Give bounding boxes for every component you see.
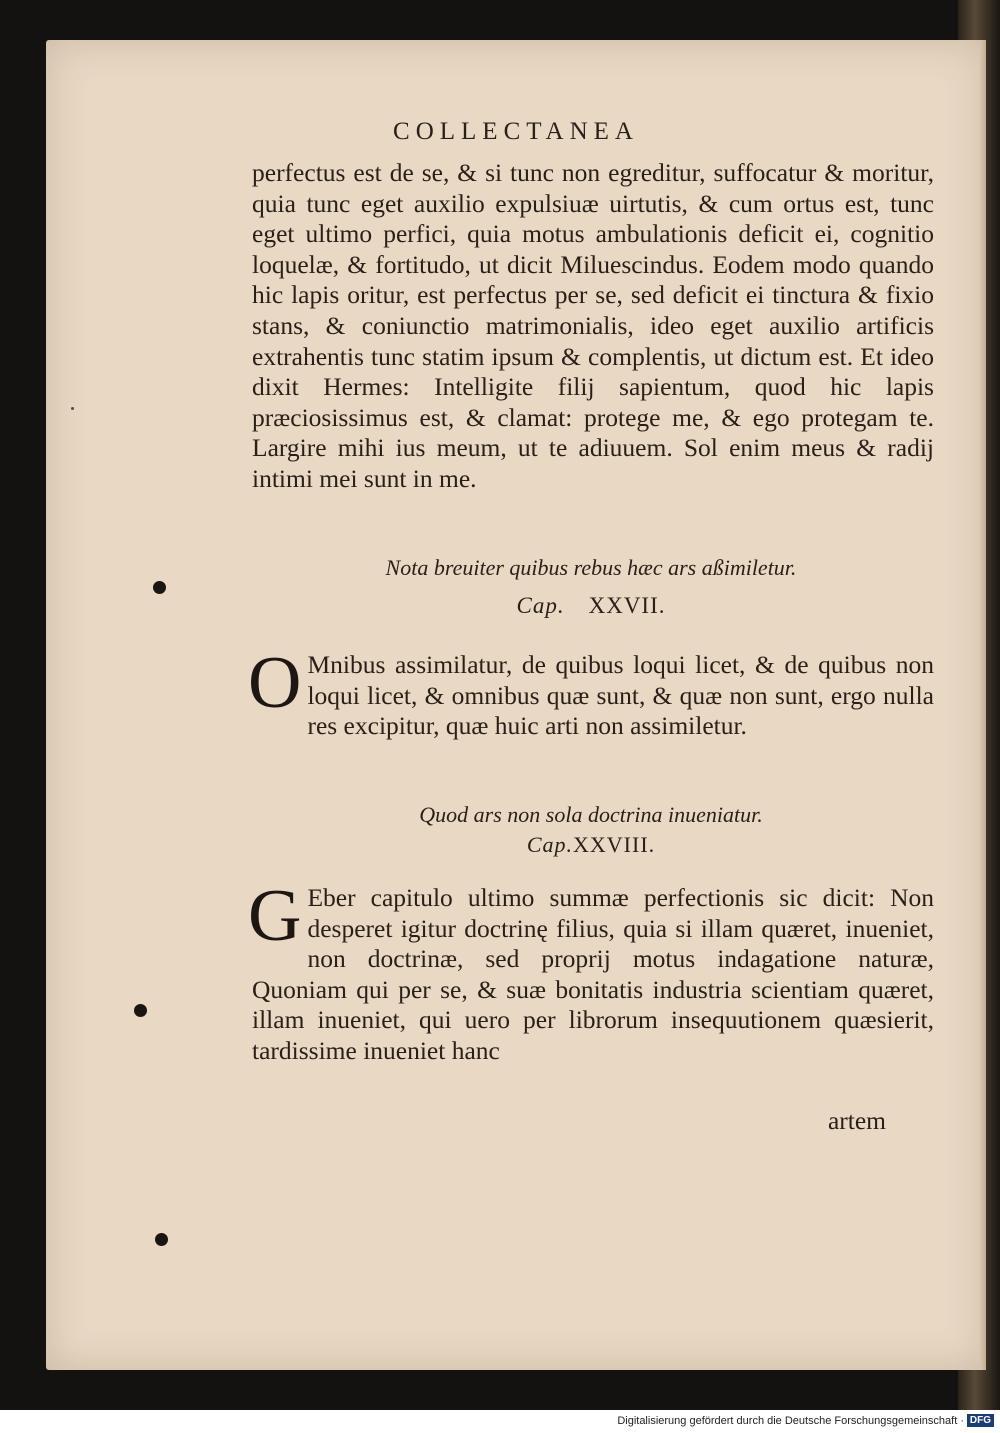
chapter-28-cap-line — [226, 832, 956, 858]
page-edge — [980, 40, 986, 1370]
chapter-28-paragraph — [248, 875, 934, 1067]
margin-dot — [153, 581, 166, 594]
chapter-27-cap-line — [226, 593, 956, 619]
paragraph-1: perfectus est de se, & si tunc non egreditur, suffocatur & moritur, quia tunc eget auxilio expulsiuæ uirtutis, & cum ortus est, tunc eget ultimo perfici, quia motus ambulationis deficit ei, cognitio loquelæ, & fortitudo, ut dicit Miluescindus. Eodem modo quando hic lapis oritur, est perfectus per se, sed deficit ei tinctura & fixio stans, & coniunctio matrimonialis, ideo eget auxilio artificis extrahentis tunc statim ipsum & complentis, ut dictum est. Et ideo dixit Hermes: Intelligite filij sapientum, quod hic lapis præciosissimus est, & clamat: protege me, & ego protegam te. Largire mihi ius meum, ut te adiuuem. Sol enim meus & radij intimi mei sunt in me. — [252, 158, 934, 493]
chapter-27-cap-label: Cap. — [516, 593, 565, 618]
chapter-27-drop-cap: O — [248, 642, 302, 724]
chapter-27-cap-number: XXVII. — [588, 593, 666, 618]
chapter-27-paragraph — [248, 642, 934, 742]
catchword: artem — [827, 1106, 886, 1135]
footer-credit: Digitalisierung gefördert durch die Deutsche Forschungsgemeinschaft · — [617, 1415, 964, 1427]
chapter-27-text: Mnibus assimilatur, de quibus loqui licet, & de quibus non loqui licet, & omnibus quæ sunt, & quæ non sunt, ergo nulla res excipitur, quæ huic arti non assimiletur. — [307, 650, 934, 741]
margin-dot — [155, 1233, 168, 1246]
margin-dot — [134, 1004, 147, 1017]
chapter-28-cap-number: XXVIII. — [573, 832, 656, 857]
margin-speck — [71, 407, 74, 410]
book-page — [46, 40, 986, 1370]
chapter-28-heading: Quod ars non sola doctrina inueniatur. — [419, 802, 763, 827]
footer-bar — [0, 1410, 1000, 1433]
chapter-27-heading: Nota breuiter quibus rebus hæc ars aßimiletur. — [385, 555, 797, 580]
chapter-28-cap-label: Cap. — [526, 832, 574, 857]
running-head: COLLECTANEA — [393, 118, 639, 145]
chapter-28-drop-cap: G — [248, 875, 302, 957]
chapter-28-text: Eber capitulo ultimo summæ perfectionis sic dicit: Non desperet igitur doctrinę filius, quia si illam quæret, inueniet, non doctrinæ, sed proprij motus indagatione naturæ, Quoniam qui per se, & suæ bonitatis industria scientiam quæret, illam inueniet, qui uero per librorum insequutionem quæsierit, tardissime inueniet hanc — [252, 883, 934, 1065]
dfg-logo: DFG — [967, 1414, 994, 1427]
